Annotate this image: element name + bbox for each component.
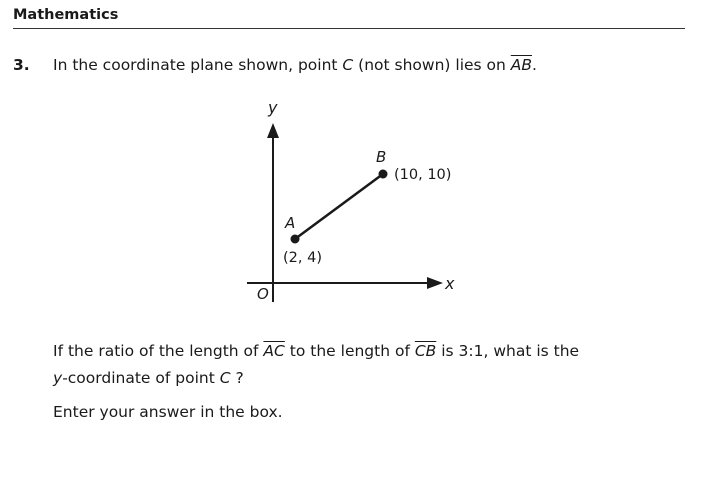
segment-cb: $\overline{CB}$ bbox=[414, 342, 437, 360]
point-a bbox=[291, 235, 300, 244]
stem-segment-ab: $\overline{AB}$ bbox=[510, 56, 533, 74]
ratio-text-5: ? bbox=[230, 369, 244, 387]
ratio-question-line-2 bbox=[53, 369, 244, 387]
coordinate-plane bbox=[230, 90, 480, 315]
ratio-question-line-1 bbox=[53, 342, 579, 360]
stem-point-c: C bbox=[342, 56, 354, 74]
point-b bbox=[379, 170, 388, 179]
point-a-coords: (2, 4) bbox=[283, 250, 322, 266]
point-b-coords: (10, 10) bbox=[394, 167, 452, 183]
origin-label: O bbox=[257, 285, 269, 303]
page-header bbox=[13, 6, 685, 29]
subject-title: Mathematics bbox=[13, 7, 119, 23]
y-axis-arrow bbox=[267, 123, 279, 138]
ratio-text-2: to the length of bbox=[284, 342, 415, 360]
stem-end: . bbox=[532, 56, 537, 74]
x-axis-arrow bbox=[427, 277, 443, 289]
answer-instruction: Enter your answer in the box. bbox=[53, 403, 283, 421]
stem-text-1: In the coordinate plane shown, point bbox=[53, 56, 343, 74]
y-variable: y bbox=[53, 369, 63, 387]
point-b-label: B bbox=[376, 148, 387, 166]
segment-ab bbox=[295, 174, 383, 239]
point-c-ref: C bbox=[219, 369, 231, 387]
x-axis-label: x bbox=[445, 274, 455, 293]
ratio-text-4: -coordinate of point bbox=[62, 369, 220, 387]
question-stem bbox=[53, 56, 537, 74]
point-a-label: A bbox=[285, 214, 296, 232]
stem-text-2: (not shown) lies on bbox=[353, 56, 511, 74]
ratio-text-1: If the ratio of the length of bbox=[53, 342, 264, 360]
y-axis-label: y bbox=[268, 98, 278, 117]
question-number: 3. bbox=[13, 56, 30, 74]
ratio-text-3: is 3:1, what is the bbox=[436, 342, 580, 360]
segment-ac: $\overline{AC}$ bbox=[263, 342, 285, 360]
